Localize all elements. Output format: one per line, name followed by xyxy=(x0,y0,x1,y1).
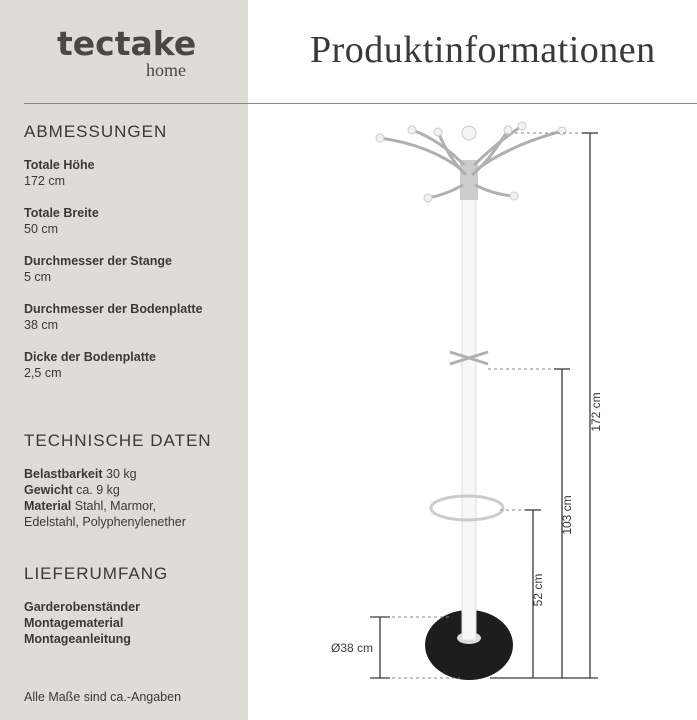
dimension-lines xyxy=(370,133,598,678)
delivery-item: Montageanleitung xyxy=(24,632,131,646)
value: 5 cm xyxy=(24,270,52,284)
value: 172 cm xyxy=(24,174,65,188)
value: ca. 9 kg xyxy=(76,483,120,497)
value: Edelstahl, Polyphenylenether xyxy=(24,515,186,529)
value: 2,5 cm xyxy=(24,366,62,380)
delivery-item: Garderobenständer xyxy=(24,600,141,614)
value: Stahl, Marmor, xyxy=(74,499,157,513)
label: Material xyxy=(24,499,72,513)
delivery-heading: LIEFERUMFANG xyxy=(24,564,169,583)
label: Durchmesser der Bodenplatte xyxy=(24,302,203,316)
label: Durchmesser der Stange xyxy=(24,254,172,268)
height-103-label: 103 cm xyxy=(560,495,574,535)
value: 30 kg xyxy=(106,467,137,481)
page-title: Produktinformationen xyxy=(310,29,656,71)
value: 38 cm xyxy=(24,318,59,332)
tech-heading: TECHNISCHE DATEN xyxy=(24,431,212,450)
label: Totale Höhe xyxy=(24,158,95,172)
value: 50 cm xyxy=(24,222,59,236)
height-172-label: 172 cm xyxy=(589,392,603,432)
label: Gewicht xyxy=(24,483,73,497)
footnote: Alle Maße sind ca.-Angaben xyxy=(24,690,182,704)
label: Belastbarkeit xyxy=(24,467,103,481)
brand-logo: tectake xyxy=(57,24,197,63)
label: Totale Breite xyxy=(24,206,99,220)
dimensions-heading: ABMESSUNGEN xyxy=(24,122,168,141)
brand-logo-sub: home xyxy=(146,60,186,80)
label: Dicke der Bodenplatte xyxy=(24,350,156,364)
height-52-label: 52 cm xyxy=(531,573,545,607)
base-diameter-label: Ø38 cm xyxy=(331,641,374,655)
delivery-item: Montagematerial xyxy=(24,616,124,630)
